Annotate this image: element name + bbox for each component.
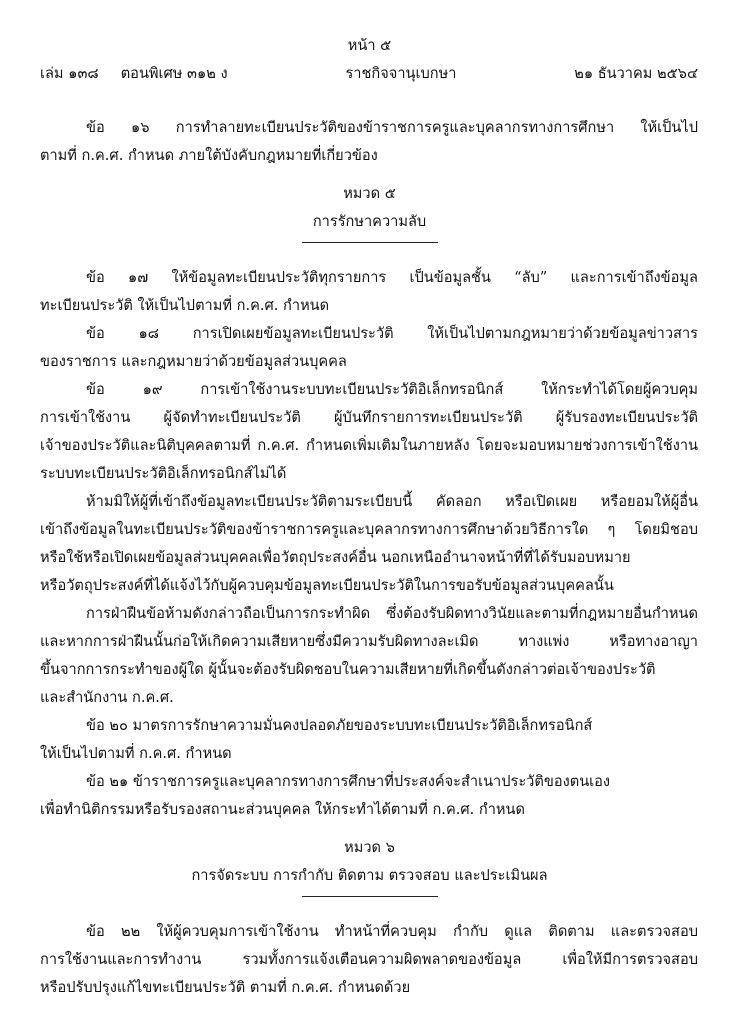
header-left [40, 64, 228, 84]
article-22-line-2: การใช้งานและการทำงาน รวมทั้งการแจ้งเตือนความผิดพลาดของข้อมูล เพื่อให้มีการตรวจสอบ [40, 951, 698, 968]
article-21-line-2: เพื่อทำนิติกรรมหรือรับรองสถานะส่วนบุคคล ให้กระทำได้ตามที่ ก.ค.ศ. กำหนด [40, 801, 525, 818]
article-16-line-1: ข้อ ๑๖ การทำลายทะเบียนประวัติของข้าราชการครูและบุคลากรทางการศึกษา ให้เป็นไป [86, 119, 698, 136]
violation-line-4: และสำนักงาน ก.ค.ศ. [40, 689, 174, 706]
publication-date: ๒๑ ธันวาคม ๒๕๖๔ [574, 65, 698, 82]
page-number: หน้า ๕ [347, 37, 392, 54]
article-19-line-1: ข้อ ๑๙ การเข้าใช้งานระบบทะเบียนประวัติอิเล็กทรอนิกส์ ให้กระทำได้โดยผู้ควบคุม [86, 381, 698, 398]
chapter-6-divider [302, 896, 438, 897]
issue-label: ตอนพิเศษ ๓๑๒ ง [120, 65, 228, 82]
article-20-line-1: ข้อ ๒๐ มาตรการรักษาความมั่นคงปลอดภัยของระบบทะเบียนประวัติอิเล็กทรอนิกส์ [86, 717, 593, 734]
chapter-6-title: การจัดระบบ การกำกับ ติดตาม ตรวจสอบ และประเมินผล [191, 867, 548, 884]
chapter-5-divider [302, 242, 438, 243]
chapter-6-heading: หมวด ๖ [344, 839, 395, 856]
article-19-line-3: เจ้าของประวัติและนิติบุคคลตามที่ ก.ค.ศ. กำหนดเพิ่มเติมในภายหลัง โดยจะมอบหมายช่วงการเข้าใช้งาน [40, 437, 698, 454]
article-21-line-1: ข้อ ๒๑ ข้าราชการครูและบุคลากรทางการศึกษาที่ประสงค์จะสำเนาประวัติของตนเอง [86, 773, 611, 790]
article-19-line-4: ระบบทะเบียนประวัติอิเล็กทรอนิกส์ไม่ได้ [40, 465, 287, 482]
violation-line-2: และหากการฝ่าฝืนนั้นก่อให้เกิดความเสียหายซึ่งมีความรับผิดทางละเมิด ทางแพ่ง หรือทางอาญา [40, 633, 698, 650]
gazette-header [40, 64, 698, 84]
chapter-5-title: การรักษาความลับ [312, 213, 427, 230]
article-16-line-2: ตามที่ ก.ค.ศ. กำหนด ภายใต้บังคับกฎหมายที่เกี่ยวข้อง [40, 147, 378, 164]
prohibition-line-3: หรือใช้หรือเปิดเผยข้อมูลส่วนบุคคลเพื่อวัตถุประสงค์อื่น นอกเหนืออำนาจหน้าที่ที่ได้รับมอบหมาย [40, 549, 631, 566]
prohibition-line-1: ห้ามมิให้ผู้ที่เข้าถึงข้อมูลทะเบียนประวัติตามระเบียบนี้ คัดลอก หรือเปิดเผย หรือยอมให้ผู้อื่น [86, 493, 698, 510]
volume-label: เล่ม ๑๓๘ [40, 65, 99, 82]
article-18-line-1: ข้อ ๑๘ การเปิดเผยข้อมูลทะเบียนประวัติ ให้เป็นไปตามกฎหมายว่าด้วยข้อมูลข่าวสาร [86, 325, 698, 342]
article-18-line-2: ของราชการ และกฎหมายว่าด้วยข้อมูลส่วนบุคคล [40, 353, 347, 370]
article-22-line-3: หรือปรับปรุงแก้ไขทะเบียนประวัติ ตามที่ ก.ค.ศ. กำหนดด้วย [40, 979, 411, 996]
article-20-line-2: ให้เป็นไปตามที่ ก.ค.ศ. กำหนด [40, 745, 232, 762]
prohibition-line-2: เข้าถึงข้อมูลในทะเบียนประวัติของข้าราชการครูและบุคลากรทางการศึกษาด้วยวิธีการใด ๆ โดยมิชอบ [40, 521, 698, 538]
article-17-line-1: ข้อ ๑๗ ให้ข้อมูลทะเบียนประวัติทุกรายการ เป็นข้อมูลชั้น “ลับ” และการเข้าถึงข้อมูล [86, 269, 698, 286]
chapter-5-heading: หมวด ๕ [343, 185, 396, 202]
article-17-line-2: ทะเบียนประวัติ ให้เป็นไปตามที่ ก.ค.ศ. กำหนด [40, 297, 330, 314]
article-22-line-1: ข้อ ๒๒ ให้ผู้ควบคุมการเข้าใช้งาน ทำหน้าที่ควบคุม กำกับ ดูแล ติดตาม และตรวจสอบ [86, 923, 698, 940]
prohibition-line-4: หรือวัตถุประสงค์ที่ได้แจ้งไว้กับผู้ควบคุมข้อมูลทะเบียนประวัติในการขอรับข้อมูลส่วนบุคคลนั้น [40, 577, 614, 594]
publication-name: ราชกิจจานุเบกษา [345, 65, 457, 82]
violation-line-3: ขึ้นจากการกระทำของผู้ใด ผู้นั้นจะต้องรับผิดชอบในความเสียหายที่เกิดขึ้นดังกล่าวต่อเจ้าของประวัติ [40, 661, 656, 678]
violation-line-1: การฝ่าฝืนข้อห้ามดังกล่าวถือเป็นการกระทำผิด ซึ่งต้องรับผิดทางวินัยและตามที่กฎหมายอื่นกำหนด [86, 605, 698, 622]
article-19-line-2: การเข้าใช้งาน ผู้จัดทำทะเบียนประวัติ ผู้บันทึกรายการทะเบียนประวัติ ผู้รับรองทะเบียนประวัติ [40, 409, 698, 426]
